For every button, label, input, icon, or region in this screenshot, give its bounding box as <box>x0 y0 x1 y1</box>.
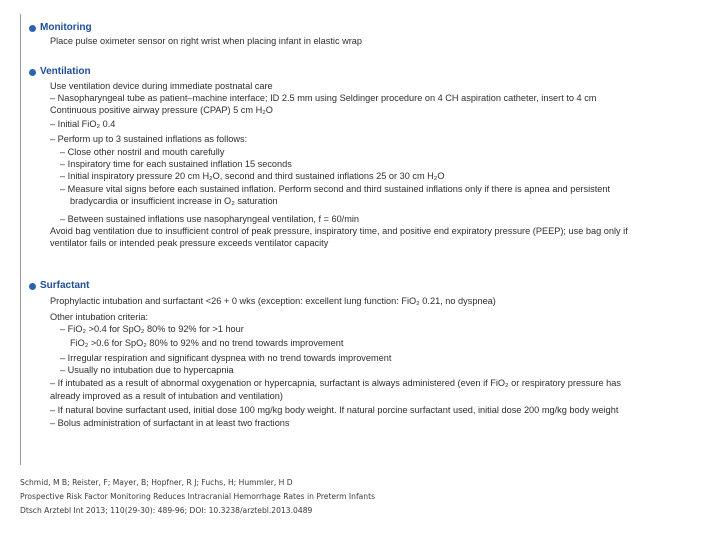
ventilation-line: – Inspiratory time for each sustained inflation 15 seconds <box>60 159 292 169</box>
surfactant-line: already improved as a result of intubation and ventilation) <box>50 391 283 401</box>
ventilation-line: Avoid bag ventilation due to insufficient control of peak pressure, inspiratory time, and positive end expiratory pressure (PEEP); use bag only if <box>50 226 628 236</box>
surfactant-line: – FiO₂ >0.4 for SpO₂ 80% to 92% for >1 hour <box>60 324 244 334</box>
ventilation-line: – Close other nostril and mouth carefully <box>60 147 225 157</box>
bullet-icon <box>29 25 36 32</box>
ventilation-line: – Perform up to 3 sustained inflations as follows: <box>50 134 248 144</box>
surfactant-line: FiO₂ >0.6 for SpO₂ 80% to 92% and no trend towards improvement <box>70 338 344 348</box>
ventilation-line: – Nasopharyngeal tube as patient–machine interface; ID 2.5 mm using Seldinger procedure on 4 CH aspiration catheter, insert to 4 cm <box>50 93 597 103</box>
left-rule <box>20 14 21 465</box>
monitoring-line: Place pulse oximeter sensor on right wrist when placing infant in elastic wrap <box>50 36 363 46</box>
bullet-icon <box>29 283 36 290</box>
ventilation-line: – Initial inspiratory pressure 20 cm H₂O, second and third sustained inflations 25 or 30 cm H₂O <box>60 171 445 181</box>
ventilation-line: ventilator fails or intended peak pressure exceeds ventilator capacity <box>50 238 329 248</box>
bullet-icon <box>29 69 36 76</box>
ventilation-line: – Measure vital signs before each sustained inflation. Perform second and third sustained inflations only if there is apnea and persistent <box>60 184 611 194</box>
citation-authors: Schmid, M B; Reister, F; Mayer, B; Hopfner, R J; Fuchs, H; Hummler, H D <box>20 478 293 487</box>
surfactant-line: – If intubated as a result of abnormal oxygenation or hypercapnia, surfactant is always administered (even if FiO₂ or respiratory pressure has <box>50 378 621 388</box>
section-heading-ventilation: Ventilation <box>40 66 91 77</box>
citation-title: Prospective Risk Factor Monitoring Reduces Intracranial Hemorrhage Rates in Preterm Infants <box>20 492 376 501</box>
surfactant-line: – Usually no intubation due to hypercapnia <box>60 365 234 375</box>
ventilation-line: Use ventilation device during immediate postnatal care <box>50 81 273 91</box>
citation-source: Dtsch Arztebl Int 2013; 110(29-30): 489-96; DOI: 10.3238/arztebl.2013.0489 <box>20 506 313 515</box>
surfactant-line: – If natural bovine surfactant used, initial dose 100 mg/kg body weight. If natural porcine surfactant used, initial dose 200 mg/kg body weight <box>50 405 619 415</box>
surfactant-line: – Bolus administration of surfactant in at least two fractions <box>50 418 290 428</box>
ventilation-line: – Between sustained inflations use nasopharyngeal ventilation, f = 60/min <box>60 214 360 224</box>
surfactant-line: – Irregular respiration and significant dyspnea with no trend towards improvement <box>60 353 392 363</box>
surfactant-line: Prophylactic intubation and surfactant <26 + 0 wks (exception: excellent lung function: FiO₂ 0.21, no dyspnea) <box>50 296 496 306</box>
ventilation-line: – Initial FiO₂ 0.4 <box>50 119 116 129</box>
ventilation-line: bradycardia or insufficient increase in O₂ saturation <box>70 196 278 206</box>
ventilation-line: Continuous positive airway pressure (CPAP) 5 cm H₂O <box>50 105 273 115</box>
surfactant-line: Other intubation criteria: <box>50 312 149 322</box>
section-heading-monitoring: Monitoring <box>40 22 92 33</box>
section-heading-surfactant: Surfactant <box>40 280 90 291</box>
